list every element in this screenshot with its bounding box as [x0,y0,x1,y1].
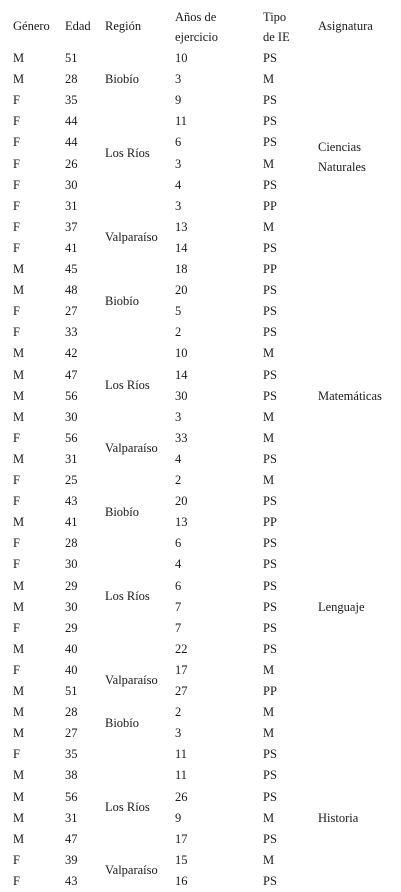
cell-anos: 6 [175,135,182,150]
cell-edad: 43 [65,494,78,509]
cell-anos: 11 [175,768,188,783]
cell-tipo: PS [263,494,277,509]
cell-tipo: M [263,810,275,825]
region-label: Los Ríos [105,800,150,815]
cell-anos: 17 [175,662,188,677]
cell-edad: 27 [65,726,78,741]
cell-tipo: M [263,156,275,171]
cell-edad: 27 [65,304,78,319]
header-genero: Género [13,19,50,33]
cell-tipo: M [263,409,275,424]
cell-tipo: PS [263,789,277,804]
cell-tipo: PS [263,283,277,298]
cell-anos: 10 [175,51,188,65]
region-label: Biobío [105,504,140,519]
subject-label: Lenguaje [318,599,365,614]
cell-tipo: PS [263,641,277,656]
cell-edad: 38 [65,768,78,783]
header-anos-line2: ejercicio [175,30,219,44]
cell-tipo: PS [263,367,277,382]
cell-anos: 27 [175,684,188,698]
cell-genero: M [13,641,25,656]
cell-anos: 11 [175,747,188,762]
cell-edad: 28 [65,536,78,551]
cell-genero: M [13,51,25,65]
cell-genero: F [13,852,20,867]
cell-genero: F [13,325,20,340]
cell-genero: F [13,114,20,129]
cell-tipo: PS [263,831,277,846]
region-label: Valparaíso [105,230,158,245]
cell-anos: 22 [175,641,188,656]
cell-edad: 30 [65,177,78,192]
cell-edad: 29 [65,620,78,635]
cell-tipo: PS [263,114,277,129]
region-label: Los Ríos [105,145,150,160]
cell-tipo: PS [263,620,277,635]
cell-genero: F [13,473,20,487]
cell-genero: F [13,93,20,108]
cell-genero: M [13,409,25,424]
cell-edad: 28 [65,705,78,720]
cell-anos: 11 [175,114,188,129]
region-label: Valparaíso [105,863,158,878]
cell-genero: F [13,219,20,234]
cell-tipo: PP [263,198,277,213]
cell-anos: 3 [175,72,182,87]
cell-tipo: PS [263,388,277,403]
cell-edad: 33 [65,325,78,340]
cell-tipo: M [263,662,275,677]
cell-genero: M [13,599,25,614]
cell-edad: 31 [65,451,78,466]
cell-edad: 26 [65,156,78,171]
cell-tipo: PP [263,262,277,276]
cell-anos: 10 [175,346,188,361]
cell-genero: F [13,494,20,509]
region-label: Los Ríos [105,589,150,604]
subject-label: Ciencias Naturales [318,140,366,175]
cell-anos: 30 [175,388,188,403]
cell-anos: 26 [175,789,188,804]
cell-genero: M [13,451,25,466]
cell-genero: M [13,810,25,825]
cell-anos: 13 [175,515,188,530]
cell-genero: M [13,388,25,403]
cell-anos: 13 [175,219,188,234]
cell-tipo: PS [263,747,277,762]
cell-genero: F [13,240,20,255]
cell-anos: 16 [175,873,188,888]
cell-tipo: M [263,72,275,87]
cell-anos: 3 [175,409,182,424]
cell-edad: 28 [65,72,78,87]
cell-genero: F [13,747,20,762]
cell-edad: 51 [65,684,78,698]
cell-genero: M [13,578,25,593]
cell-genero: M [13,831,25,846]
cell-edad: 45 [65,262,78,276]
cell-genero: F [13,662,20,677]
cell-edad: 56 [65,430,78,445]
cell-anos: 2 [175,705,182,720]
cell-tipo: PS [263,325,277,340]
cell-anos: 2 [175,473,182,487]
cell-tipo: PS [263,873,277,888]
cell-anos: 18 [175,262,188,276]
cell-genero: F [13,873,20,888]
cell-edad: 31 [65,810,78,825]
header-anos-line1: Años de [175,10,217,24]
cell-anos: 9 [175,93,182,108]
cell-edad: 29 [65,578,78,593]
cell-edad: 31 [65,198,78,213]
cell-genero: M [13,283,25,298]
cell-anos: 3 [175,156,182,171]
cell-tipo: PS [263,557,277,572]
cell-edad: 25 [65,473,78,487]
cell-edad: 42 [65,346,78,361]
cell-genero: M [13,726,25,741]
cell-anos: 7 [175,620,182,635]
cell-tipo: M [263,726,275,741]
cell-genero: F [13,198,20,213]
cell-edad: 51 [65,51,78,65]
cell-anos: 20 [175,283,188,298]
cell-edad: 44 [65,135,78,150]
cell-anos: 33 [175,430,188,445]
cell-edad: 39 [65,852,78,867]
cell-tipo: M [263,705,275,720]
cell-tipo: PS [263,578,277,593]
cell-tipo: PS [263,51,277,65]
cell-edad: 30 [65,599,78,614]
subject-label: Matemáticas [318,388,382,403]
cell-tipo: PP [263,515,277,530]
cell-anos: 20 [175,494,188,509]
cell-genero: M [13,515,25,530]
cell-edad: 35 [65,93,78,108]
cell-genero: M [13,789,25,804]
cell-tipo: PP [263,684,277,698]
cell-anos: 15 [175,852,188,867]
cell-genero: M [13,346,25,361]
cell-anos: 14 [175,240,188,255]
cell-edad: 47 [65,831,78,846]
cell-genero: F [13,620,20,635]
cell-anos: 3 [175,726,182,741]
cell-genero: F [13,135,20,150]
cell-anos: 4 [175,557,182,572]
cell-tipo: M [263,473,275,487]
cell-edad: 56 [65,388,78,403]
cell-tipo: M [263,430,275,445]
cell-genero: M [13,768,25,783]
cell-tipo: PS [263,304,277,319]
cell-genero: F [13,430,20,445]
cell-genero: M [13,705,25,720]
cell-genero: F [13,536,20,551]
cell-genero: F [13,557,20,572]
cell-anos: 6 [175,536,182,551]
cell-tipo: PS [263,451,277,466]
cell-genero: F [13,156,20,171]
cell-edad: 30 [65,409,78,424]
cell-tipo: PS [263,536,277,551]
cell-tipo: M [263,219,275,234]
cell-genero: F [13,177,20,192]
region-label: Valparaíso [105,673,158,688]
cell-tipo: PS [263,177,277,192]
cell-edad: 37 [65,219,78,234]
cell-genero: M [13,367,25,382]
region-label: Los Ríos [105,378,150,393]
cell-tipo: PS [263,240,277,255]
cell-tipo: M [263,346,275,361]
cell-tipo: PS [263,135,277,150]
cell-tipo: PS [263,768,277,783]
cell-genero: M [13,72,25,87]
cell-genero: M [13,262,25,276]
cell-anos: 14 [175,367,188,382]
cell-anos: 5 [175,304,182,319]
cell-tipo: PS [263,599,277,614]
cell-anos: 4 [175,451,182,466]
cell-anos: 3 [175,198,182,213]
region-label: Biobío [105,293,140,308]
cell-tipo: M [263,852,275,867]
cell-edad: 40 [65,641,78,656]
cell-anos: 4 [175,177,182,192]
region-label: Valparaíso [105,441,158,456]
header-region: Región [105,19,142,33]
subject-label: Historia [318,810,359,825]
cell-edad: 35 [65,747,78,762]
cell-genero: F [13,304,20,319]
header-tipo-line2: de IE [263,30,290,44]
header-tipo-line1: Tipo [263,10,287,24]
region-label: Biobío [105,72,140,87]
cell-anos: 17 [175,831,188,846]
cell-edad: 40 [65,662,78,677]
cell-edad: 47 [65,367,78,382]
cell-anos: 9 [175,810,182,825]
header-edad: Edad [65,19,91,33]
cell-anos: 2 [175,325,182,340]
cell-anos: 6 [175,578,182,593]
cell-edad: 41 [65,515,78,530]
region-label: Biobío [105,715,140,730]
cell-edad: 43 [65,873,78,888]
cell-edad: 30 [65,557,78,572]
cell-edad: 41 [65,240,78,255]
header-asignatura: Asignatura [318,19,373,33]
cell-genero: M [13,684,25,698]
cell-tipo: PS [263,93,277,108]
cell-edad: 48 [65,283,78,298]
cell-edad: 56 [65,789,78,804]
cell-anos: 7 [175,599,182,614]
cell-edad: 44 [65,114,78,129]
